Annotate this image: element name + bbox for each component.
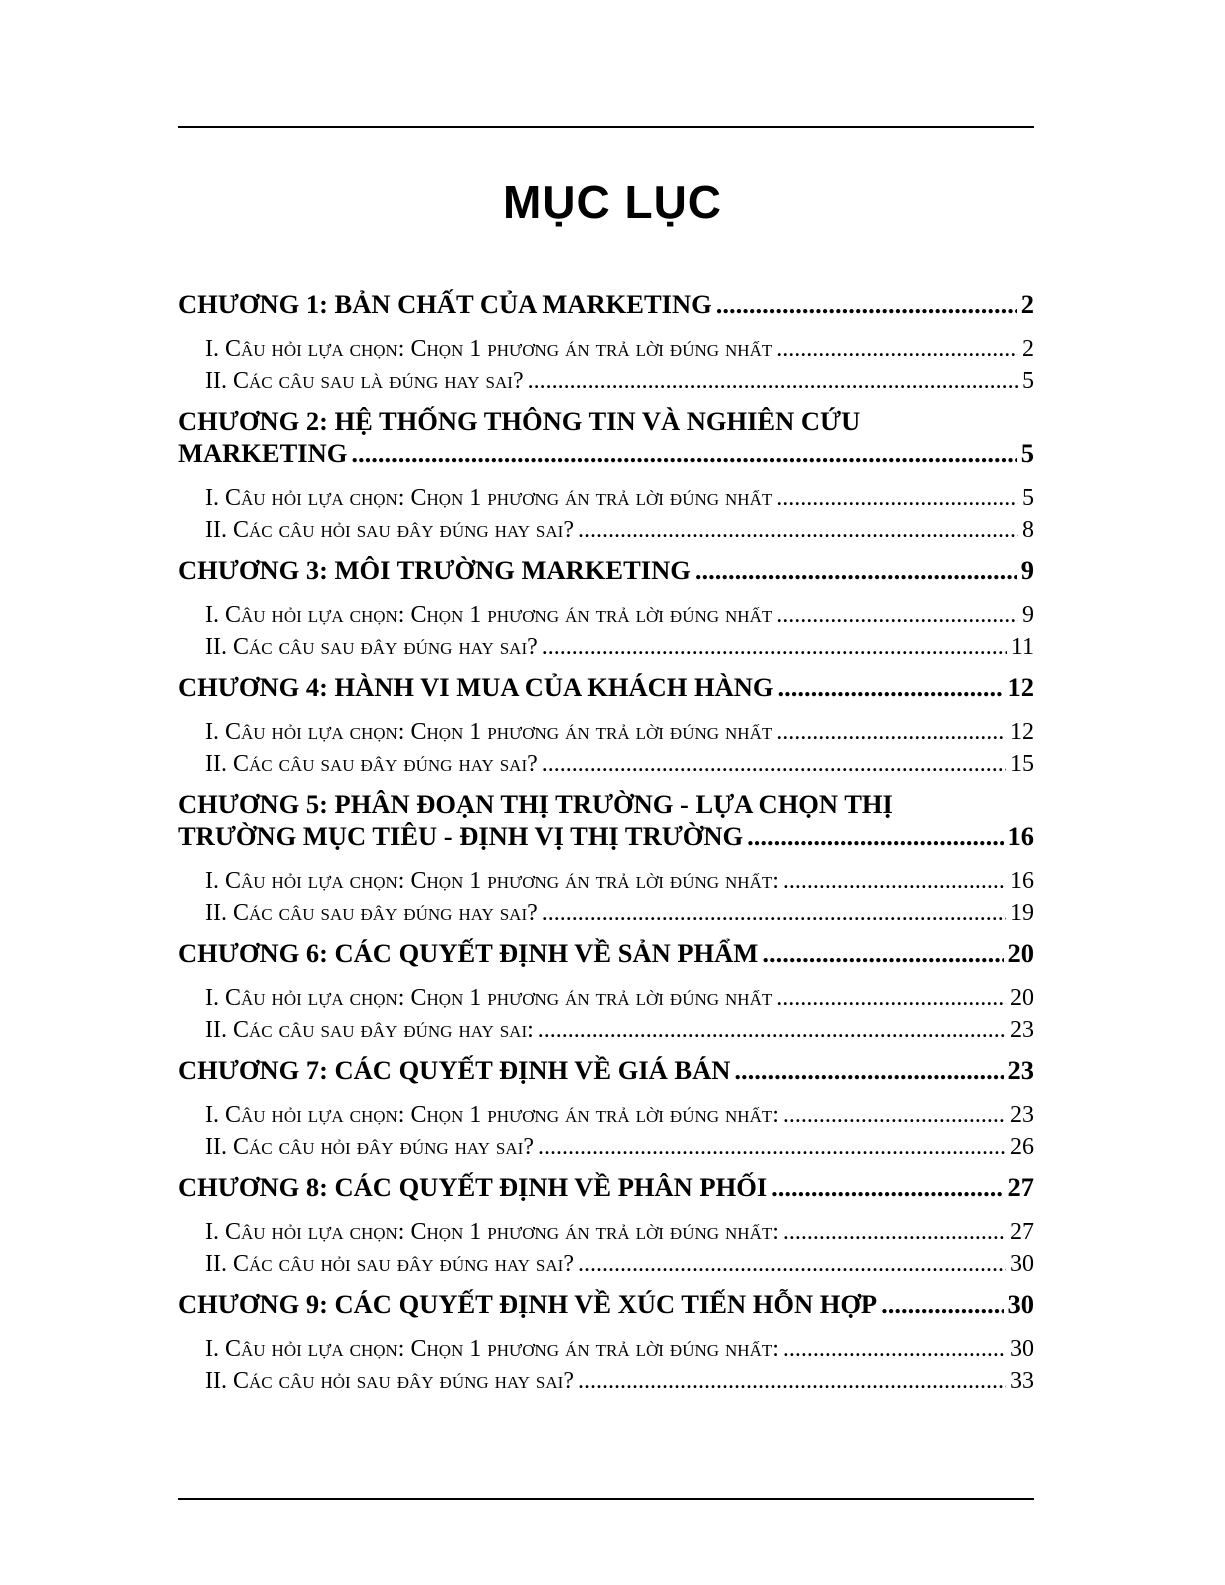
leader-dots [776, 483, 1018, 515]
toc-chapter-5 [178, 788, 1034, 929]
section-entry[interactable] [205, 898, 1034, 930]
leader-dots [771, 1171, 1003, 1203]
leader-dots [578, 1366, 1006, 1398]
leader-dots [776, 717, 1006, 749]
header-rule [178, 126, 1034, 128]
section-title: II. Các câu sau đây đúng hay sai? [205, 633, 538, 660]
chapter-title: CHƯƠNG 7: CÁC QUYẾT ĐỊNH VỀ GIÁ BÁN [178, 1055, 731, 1085]
section-title: II. Các câu sau đây đúng hay sai? [205, 750, 538, 777]
section-entry[interactable] [205, 1132, 1034, 1164]
section-title: I. Câu hỏi lựa chọn: Chọn 1 phương án trả lời đúng nhất: [205, 868, 779, 894]
chapter-page: 5 [1020, 438, 1034, 468]
leader-dots [783, 1334, 1006, 1366]
section-title: I. Câu hỏi lựa chọn: Chọn 1 phương án trả lời đúng nhất: [205, 1219, 779, 1245]
leader-dots [695, 554, 1017, 586]
chapter-entry[interactable] [178, 1054, 1034, 1086]
section-title: I. Câu hỏi lựa chọn: Chọn 1 phương án trả lời đúng nhất [205, 602, 773, 628]
section-entry[interactable] [205, 1015, 1034, 1047]
chapter-page: 30 [1007, 1289, 1034, 1319]
leader-dots [528, 366, 1018, 398]
toc-chapter-4 [178, 671, 1034, 780]
section-entry[interactable] [205, 334, 1034, 366]
chapter-title: CHƯƠNG 9: CÁC QUYẾT ĐỊNH VỀ XÚC TIẾN HỖN HỢP [178, 1289, 878, 1319]
section-page: 12 [1010, 719, 1034, 745]
section-title: I. Câu hỏi lựa chọn: Chọn 1 phương án trả lời đúng nhất [205, 336, 773, 362]
page-title: MỤC LỤC [502, 176, 723, 228]
section-page: 5 [1022, 485, 1034, 511]
leader-dots [776, 334, 1018, 366]
toc-chapter-6 [178, 937, 1034, 1046]
chapter-title-line[interactable]: CHƯƠNG 2: HỆ THỐNG THÔNG TIN VÀ NGHIÊN CỨU [178, 406, 861, 436]
section-entry[interactable] [205, 600, 1034, 632]
section-page: 26 [1010, 1133, 1034, 1160]
chapter-page: 20 [1007, 938, 1034, 968]
section-page: 8 [1022, 516, 1034, 543]
toc-chapter-2 [178, 405, 1034, 546]
section-page: 19 [1010, 899, 1034, 926]
section-entry[interactable] [205, 1217, 1034, 1249]
leader-dots [542, 898, 1006, 930]
section-entry[interactable] [205, 1366, 1034, 1398]
section-entry[interactable] [205, 1100, 1034, 1132]
section-page: 5 [1022, 367, 1034, 394]
section-page: 9 [1022, 602, 1034, 628]
leader-dots [783, 1217, 1006, 1249]
leader-dots [776, 600, 1018, 632]
section-title: II. Các câu hỏi sau đây đúng hay sai? [205, 1250, 574, 1277]
chapter-page: 16 [1007, 821, 1034, 851]
leader-dots [578, 1249, 1006, 1281]
section-title: II. Các câu hỏi đây đúng hay sai? [205, 1133, 534, 1160]
leader-dots [881, 1288, 1003, 1320]
section-title: II. Các câu hỏi sau đây đúng hay sai? [205, 516, 574, 543]
section-entry[interactable] [205, 1334, 1034, 1366]
section-entry[interactable] [205, 1249, 1034, 1281]
chapter-title: CHƯƠNG 6: CÁC QUYẾT ĐỊNH VỀ SẢN PHẨM [178, 938, 759, 968]
section-title: I. Câu hỏi lựa chọn: Chọn 1 phương án trả lời đúng nhất [205, 719, 773, 745]
section-entry[interactable] [205, 483, 1034, 515]
section-entry[interactable] [205, 983, 1034, 1015]
chapter-page: 27 [1007, 1172, 1034, 1202]
section-entry[interactable] [205, 749, 1034, 781]
chapter-entry[interactable] [178, 1171, 1034, 1203]
chapter-title: CHƯƠNG 8: CÁC QUYẾT ĐỊNH VỀ PHÂN PHỐI [178, 1172, 768, 1202]
leader-dots [351, 437, 1016, 469]
chapter-title: CHƯƠNG 4: HÀNH VI MUA CỦA KHÁCH HÀNG [178, 672, 774, 702]
chapter-entry[interactable] [178, 437, 1034, 469]
section-page: 23 [1010, 1102, 1034, 1128]
section-entry[interactable] [205, 866, 1034, 898]
section-page: 33 [1010, 1367, 1034, 1394]
chapter-entry[interactable] [178, 671, 1034, 703]
leader-dots [776, 983, 1006, 1015]
section-title: II. Các câu hỏi sau đây đúng hay sai? [205, 1367, 574, 1394]
section-page: 30 [1010, 1336, 1034, 1362]
leader-dots [542, 749, 1006, 781]
section-page: 30 [1010, 1250, 1034, 1277]
leader-dots [734, 1054, 1003, 1086]
section-title: I. Câu hỏi lựa chọn: Chọn 1 phương án trả lời đúng nhất: [205, 1336, 779, 1362]
section-title: I. Câu hỏi lựa chọn: Chọn 1 phương án trả lời đúng nhất [205, 985, 773, 1011]
leader-dots [542, 632, 1007, 664]
chapter-title: TRƯỜNG MỤC TIÊU - ĐỊNH VỊ THỊ TRƯỜNG [178, 821, 744, 851]
section-title: II. Các câu sau đây đúng hay sai? [205, 899, 538, 926]
chapter-page: 2 [1020, 289, 1034, 319]
section-page: 2 [1022, 336, 1034, 362]
section-page: 27 [1010, 1219, 1034, 1245]
chapter-title: MARKETING [178, 438, 348, 468]
toc-chapter-8 [178, 1171, 1034, 1280]
leader-dots [762, 937, 1003, 969]
chapter-entry[interactable] [178, 554, 1034, 586]
section-page: 16 [1010, 868, 1034, 894]
leader-dots [783, 1100, 1006, 1132]
toc-chapter-1 [178, 288, 1034, 397]
chapter-entry[interactable] [178, 288, 1034, 320]
section-entry[interactable] [205, 632, 1034, 664]
section-title: I. Câu hỏi lựa chọn: Chọn 1 phương án trả lời đúng nhất [205, 485, 773, 511]
leader-dots [747, 820, 1003, 852]
section-title: II. Các câu sau đây đúng hay sai: [205, 1016, 534, 1043]
leader-dots [538, 1015, 1006, 1047]
chapter-title: CHƯƠNG 3: MÔI TRƯỜNG MARKETING [178, 555, 691, 585]
toc-chapter-7 [178, 1054, 1034, 1163]
section-page: 23 [1010, 1016, 1034, 1043]
leader-dots [783, 866, 1006, 898]
section-title: I. Câu hỏi lựa chọn: Chọn 1 phương án trả lời đúng nhất: [205, 1102, 779, 1128]
leader-dots [778, 671, 1004, 703]
chapter-page: 12 [1007, 672, 1034, 702]
section-title: II. Các câu sau là đúng hay sai? [205, 367, 524, 394]
toc-chapter-3 [178, 554, 1034, 663]
section-page: 11 [1010, 633, 1034, 660]
section-page: 20 [1010, 985, 1034, 1011]
section-entry[interactable] [205, 717, 1034, 749]
section-page: 15 [1010, 750, 1034, 777]
section-entry[interactable] [205, 366, 1034, 398]
toc-chapter-9 [178, 1288, 1034, 1397]
table-of-contents [178, 288, 1034, 1405]
chapter-entry[interactable] [178, 937, 1034, 969]
chapter-page: 23 [1007, 1055, 1034, 1085]
chapter-title: CHƯƠNG 1: BẢN CHẤT CỦA MARKETING [178, 289, 712, 319]
footer-rule [178, 1498, 1034, 1500]
chapter-entry[interactable] [178, 820, 1034, 852]
chapter-entry[interactable] [178, 1288, 1034, 1320]
leader-dots [538, 1132, 1006, 1164]
leader-dots [716, 288, 1017, 320]
chapter-page: 9 [1020, 555, 1034, 585]
leader-dots [578, 515, 1018, 547]
chapter-title-line[interactable]: CHƯƠNG 5: PHÂN ĐOẠN THỊ TRƯỜNG - LỰA CHỌN THỊ [178, 789, 893, 819]
section-entry[interactable] [205, 515, 1034, 547]
